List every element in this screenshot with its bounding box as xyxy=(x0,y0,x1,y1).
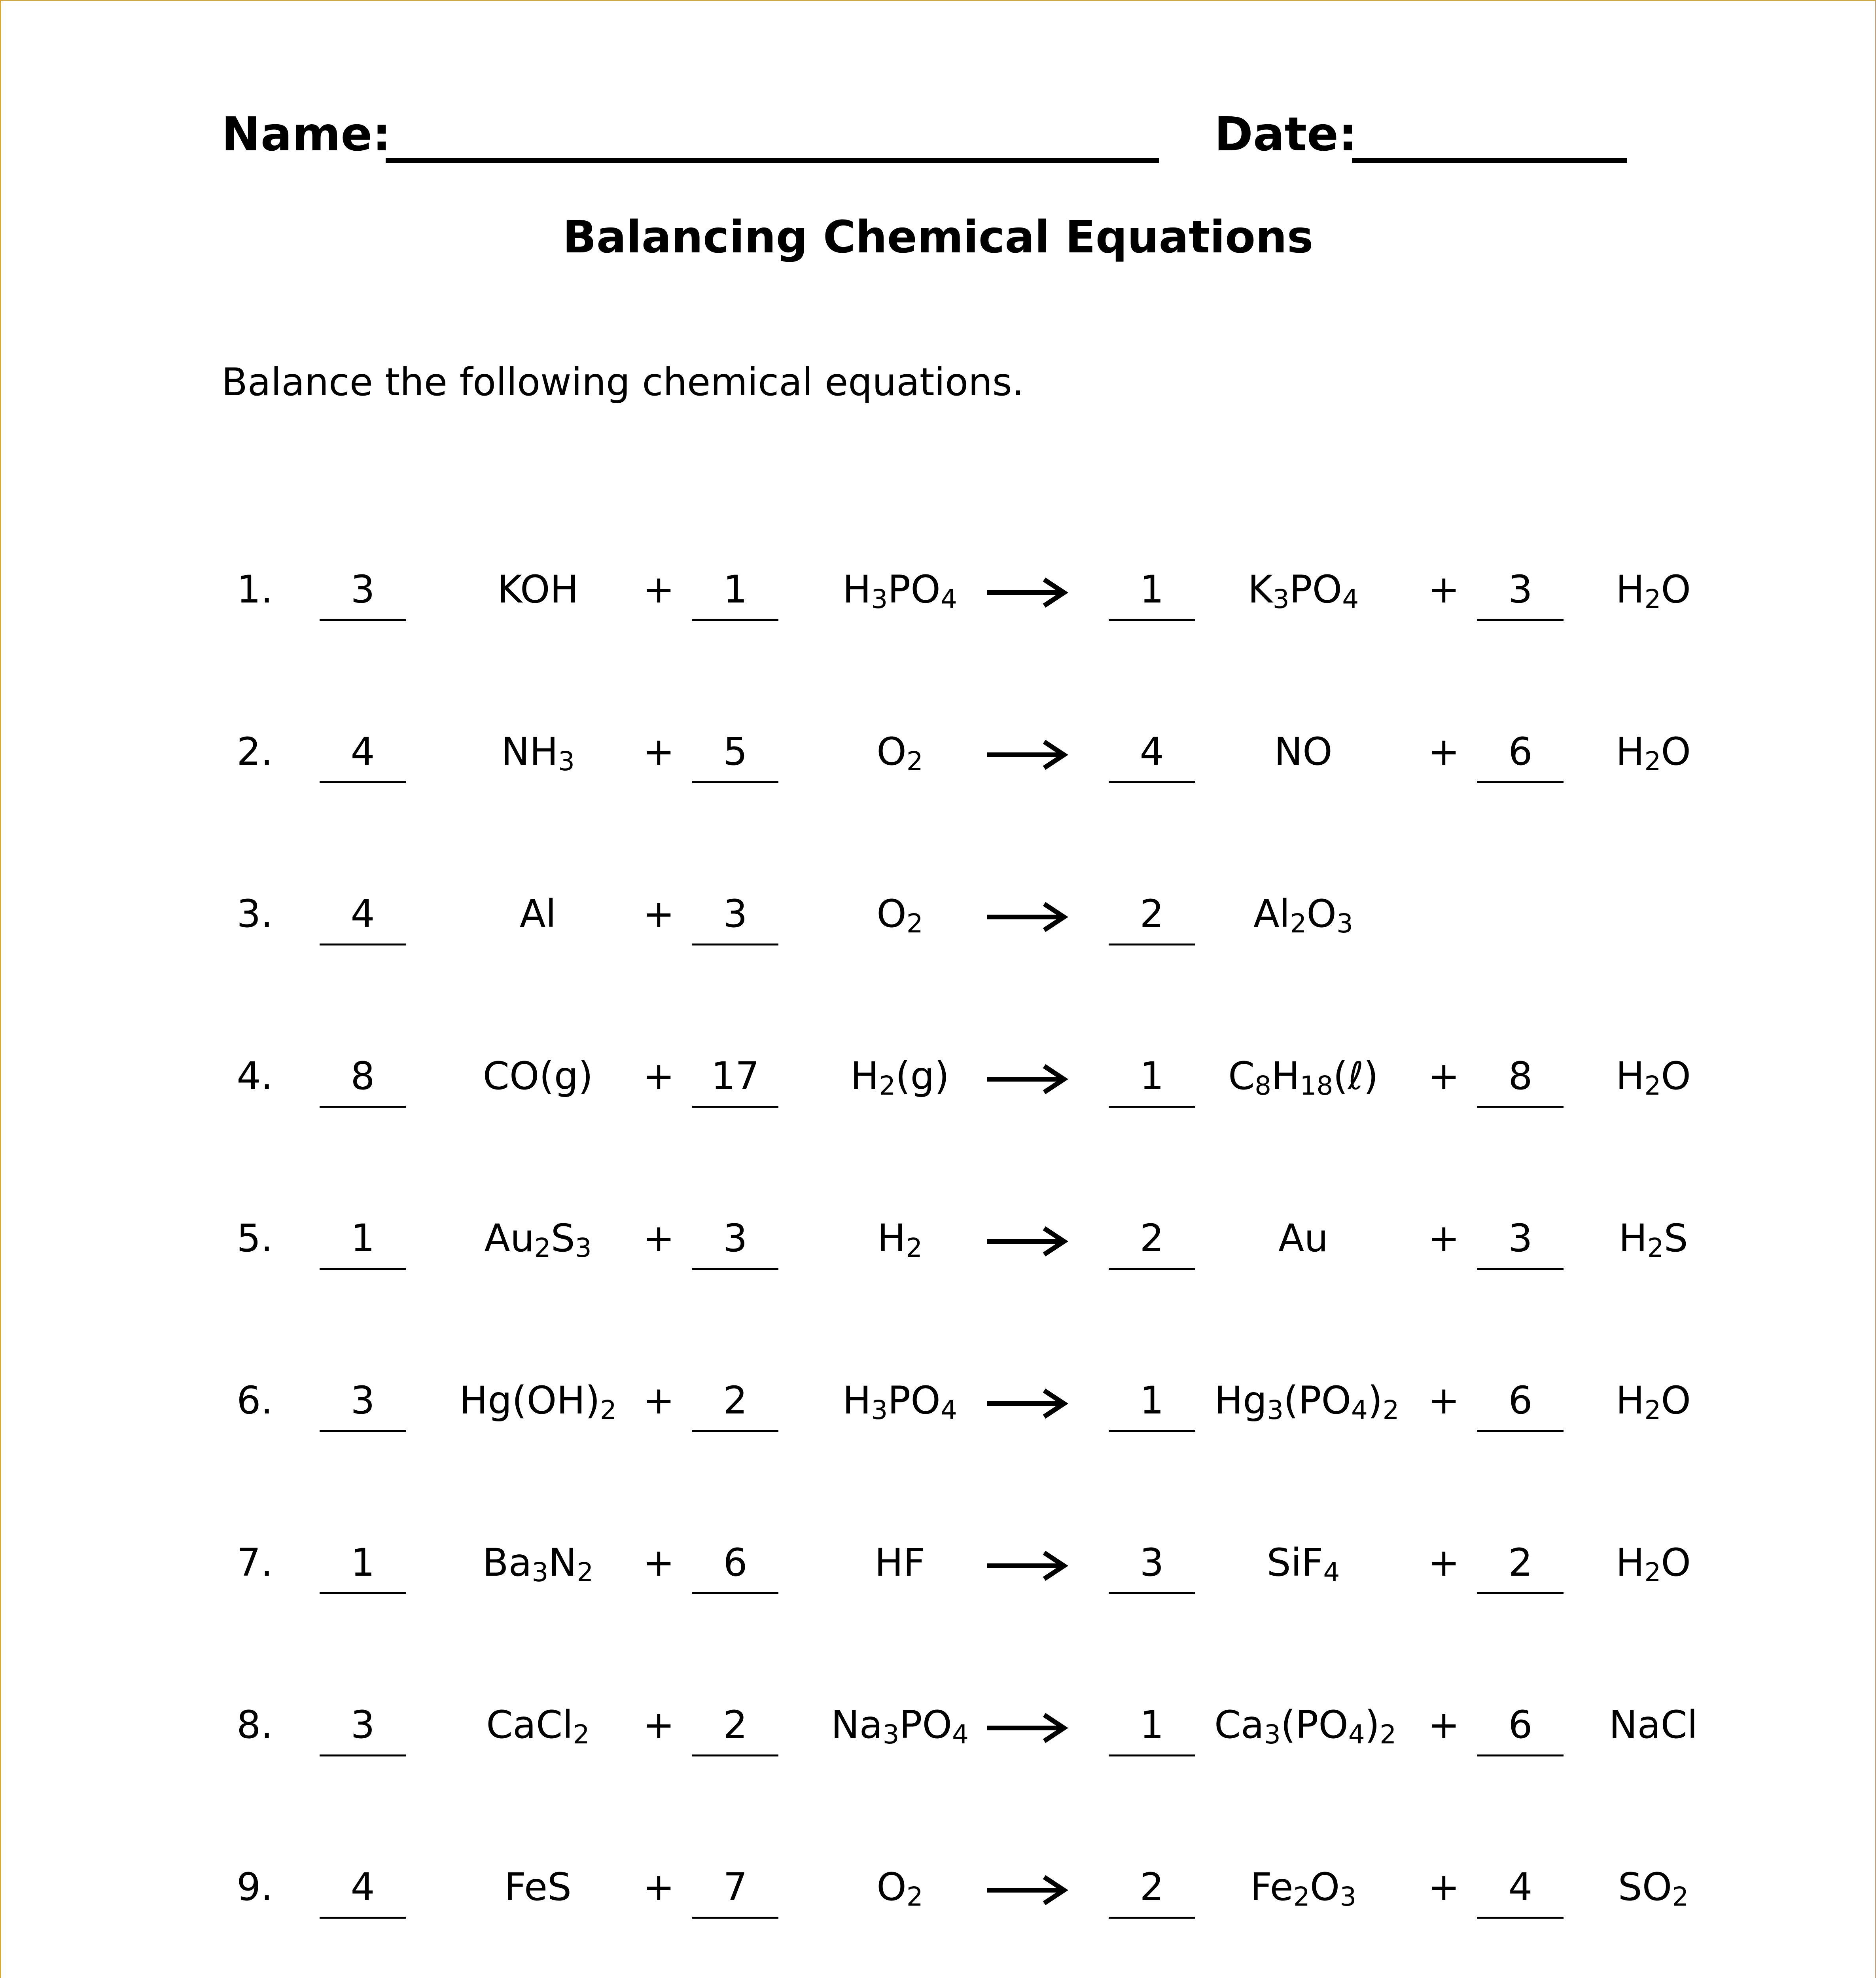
reactant-formula: Al xyxy=(519,892,557,936)
plus-sign: + xyxy=(1428,1378,1460,1423)
equation-number: 8. xyxy=(237,1703,273,1747)
product-formula: SiF$_4$ xyxy=(1266,1540,1340,1588)
coefficient-blank[interactable]: 1 xyxy=(1109,1379,1195,1432)
equation-row xyxy=(0,730,1876,809)
coefficient-blank[interactable]: 6 xyxy=(1477,1703,1564,1756)
coefficient-blank[interactable]: 4 xyxy=(320,1865,406,1919)
reactant-formula: FeS xyxy=(504,1865,572,1909)
reaction-arrow-icon xyxy=(985,1382,1068,1425)
equation-row xyxy=(0,1865,1876,1944)
coefficient-blank[interactable]: 1 xyxy=(320,1541,406,1594)
product-formula: $Hg_3(PO_4)_2$ xyxy=(1214,1378,1399,1425)
name-label: Name: xyxy=(221,107,391,161)
product-formula: $SO_2$ xyxy=(1618,1865,1689,1912)
product-formula: Au xyxy=(1278,1216,1329,1260)
coefficient-blank[interactable]: 6 xyxy=(692,1541,778,1594)
coefficient-blank[interactable]: 17 xyxy=(692,1054,778,1108)
plus-sign: + xyxy=(643,567,675,612)
coefficient-blank[interactable]: 4 xyxy=(320,730,406,783)
coefficient-blank[interactable]: 7 xyxy=(692,1865,778,1919)
plus-sign: + xyxy=(1428,1865,1460,1909)
product-formula: $H_2O$ xyxy=(1616,567,1691,614)
reaction-arrow-icon xyxy=(985,1544,1068,1588)
coefficient-blank[interactable]: 2 xyxy=(1477,1541,1564,1594)
coefficient-blank[interactable]: 3 xyxy=(1477,1216,1564,1270)
coefficient-blank[interactable]: 2 xyxy=(1109,1216,1195,1270)
reactant-formula: $O_2$ xyxy=(876,729,923,777)
plus-sign: + xyxy=(1428,1540,1460,1585)
equation-number: 9. xyxy=(237,1865,273,1909)
product-formula: $Fe_2O_3$ xyxy=(1250,1865,1357,1912)
coefficient-blank[interactable]: 3 xyxy=(320,1703,406,1756)
product-formula: $H_2S$ xyxy=(1619,1216,1688,1263)
plus-sign: + xyxy=(643,892,675,936)
equation-number: 6. xyxy=(237,1378,273,1423)
coefficient-blank[interactable]: 1 xyxy=(1109,568,1195,621)
product-formula: $H_2O$ xyxy=(1616,729,1691,777)
equation-number: 3. xyxy=(237,892,273,936)
coefficient-blank[interactable]: 1 xyxy=(1109,1054,1195,1108)
coefficient-blank[interactable]: 3 xyxy=(1109,1541,1195,1594)
reactant-formula: $H_2$ xyxy=(877,1216,923,1263)
equation-number: 4. xyxy=(237,1054,273,1098)
reactant-formula: HF xyxy=(875,1540,925,1585)
coefficient-blank[interactable]: 5 xyxy=(692,730,778,783)
coefficient-blank[interactable]: 1 xyxy=(320,1216,406,1270)
product-formula: $H_2O$ xyxy=(1616,1378,1691,1425)
equation-number: 7. xyxy=(237,1540,273,1585)
coefficient-blank[interactable]: 1 xyxy=(1109,1703,1195,1756)
reactant-formula: $O_2$ xyxy=(876,892,923,939)
product-formula: $Ca_3(PO_4)_2$ xyxy=(1214,1703,1397,1750)
coefficient-blank[interactable]: 4 xyxy=(1109,730,1195,783)
equation-row xyxy=(0,1703,1876,1782)
reaction-arrow-icon xyxy=(985,1057,1068,1101)
reactant-formula: $H_3PO_4$ xyxy=(842,1378,957,1425)
equation-row xyxy=(0,1379,1876,1458)
plus-sign: + xyxy=(1428,1054,1460,1098)
equation-row xyxy=(0,568,1876,647)
coefficient-blank[interactable]: 8 xyxy=(1477,1054,1564,1108)
name-blank-line xyxy=(386,158,1159,163)
coefficient-blank[interactable]: 3 xyxy=(692,1216,778,1270)
reaction-arrow-icon xyxy=(985,1706,1068,1750)
coefficient-blank[interactable]: 2 xyxy=(1109,892,1195,945)
plus-sign: + xyxy=(643,1703,675,1747)
plus-sign: + xyxy=(1428,1703,1460,1747)
product-formula: $H_2O$ xyxy=(1616,1054,1691,1101)
reactant-formula: $H_3PO_4$ xyxy=(842,567,957,614)
plus-sign: + xyxy=(643,729,675,774)
date-blank-line xyxy=(1352,158,1627,163)
product-formula: NaCl xyxy=(1609,1703,1698,1747)
equation-row xyxy=(0,1054,1876,1133)
plus-sign: + xyxy=(643,1054,675,1098)
plus-sign: + xyxy=(643,1378,675,1423)
reactant-formula: $H_2(g)$ xyxy=(850,1054,950,1101)
page-title: Balancing Chemical Equations xyxy=(562,212,1314,263)
coefficient-blank[interactable]: 3 xyxy=(320,568,406,621)
reaction-arrow-icon xyxy=(985,1220,1068,1263)
coefficient-blank[interactable]: 3 xyxy=(320,1379,406,1432)
equation-number: 2. xyxy=(237,729,273,774)
product-formula: NO xyxy=(1274,729,1333,774)
reaction-arrow-icon xyxy=(985,733,1068,777)
reaction-arrow-icon xyxy=(985,1868,1068,1912)
reactant-formula: $Au_2S_3$ xyxy=(484,1216,592,1263)
plus-sign: + xyxy=(643,1865,675,1909)
coefficient-blank[interactable]: 3 xyxy=(692,892,778,945)
reactant-formula: $Na_3PO_4$ xyxy=(831,1703,969,1750)
coefficient-blank[interactable]: 8 xyxy=(320,1054,406,1108)
plus-sign: + xyxy=(1428,1216,1460,1260)
coefficient-blank[interactable]: 4 xyxy=(1477,1865,1564,1919)
plus-sign: + xyxy=(643,1216,675,1260)
coefficient-blank[interactable]: 2 xyxy=(692,1703,778,1756)
coefficient-blank[interactable]: 1 xyxy=(692,568,778,621)
product-formula: $Al_2O_3$ xyxy=(1253,892,1353,939)
reactant-formula: $Hg(OH)_2$ xyxy=(459,1378,617,1425)
equation-number: 5. xyxy=(237,1216,273,1260)
date-label: Date: xyxy=(1214,107,1357,161)
reactant-formula: $NH_3$ xyxy=(501,729,575,777)
coefficient-blank[interactable]: 6 xyxy=(1477,1379,1564,1432)
coefficient-blank[interactable]: 4 xyxy=(320,892,406,945)
reaction-arrow-icon xyxy=(985,571,1068,614)
instructions: Balance the following chemical equations. xyxy=(221,360,1024,404)
coefficient-blank[interactable]: 6 xyxy=(1477,730,1564,783)
plus-sign: + xyxy=(643,1540,675,1585)
product-formula: $K_3PO_4$ xyxy=(1248,567,1359,614)
equation-row xyxy=(0,892,1876,971)
plus-sign: + xyxy=(1428,729,1460,774)
product-formula: $C_8H_{18}(\ell)$ xyxy=(1228,1054,1378,1101)
reactant-formula: $O_2$ xyxy=(876,1865,923,1912)
coefficient-blank[interactable]: 2 xyxy=(1109,1865,1195,1919)
equation-row xyxy=(0,1541,1876,1620)
plus-sign: + xyxy=(1428,567,1460,612)
equation-row xyxy=(0,1216,1876,1296)
reactant-formula: CO(g) xyxy=(483,1054,593,1098)
reactant-formula: $Ba_3N_2$ xyxy=(482,1540,594,1588)
product-formula: $H_2O$ xyxy=(1616,1540,1691,1588)
reactant-formula: CaCl$_2$ xyxy=(486,1703,590,1750)
reactant-formula: KOH xyxy=(497,567,579,612)
equation-number: 1. xyxy=(237,567,273,612)
reaction-arrow-icon xyxy=(985,895,1068,939)
coefficient-blank[interactable]: 3 xyxy=(1477,568,1564,621)
coefficient-blank[interactable]: 2 xyxy=(692,1379,778,1432)
